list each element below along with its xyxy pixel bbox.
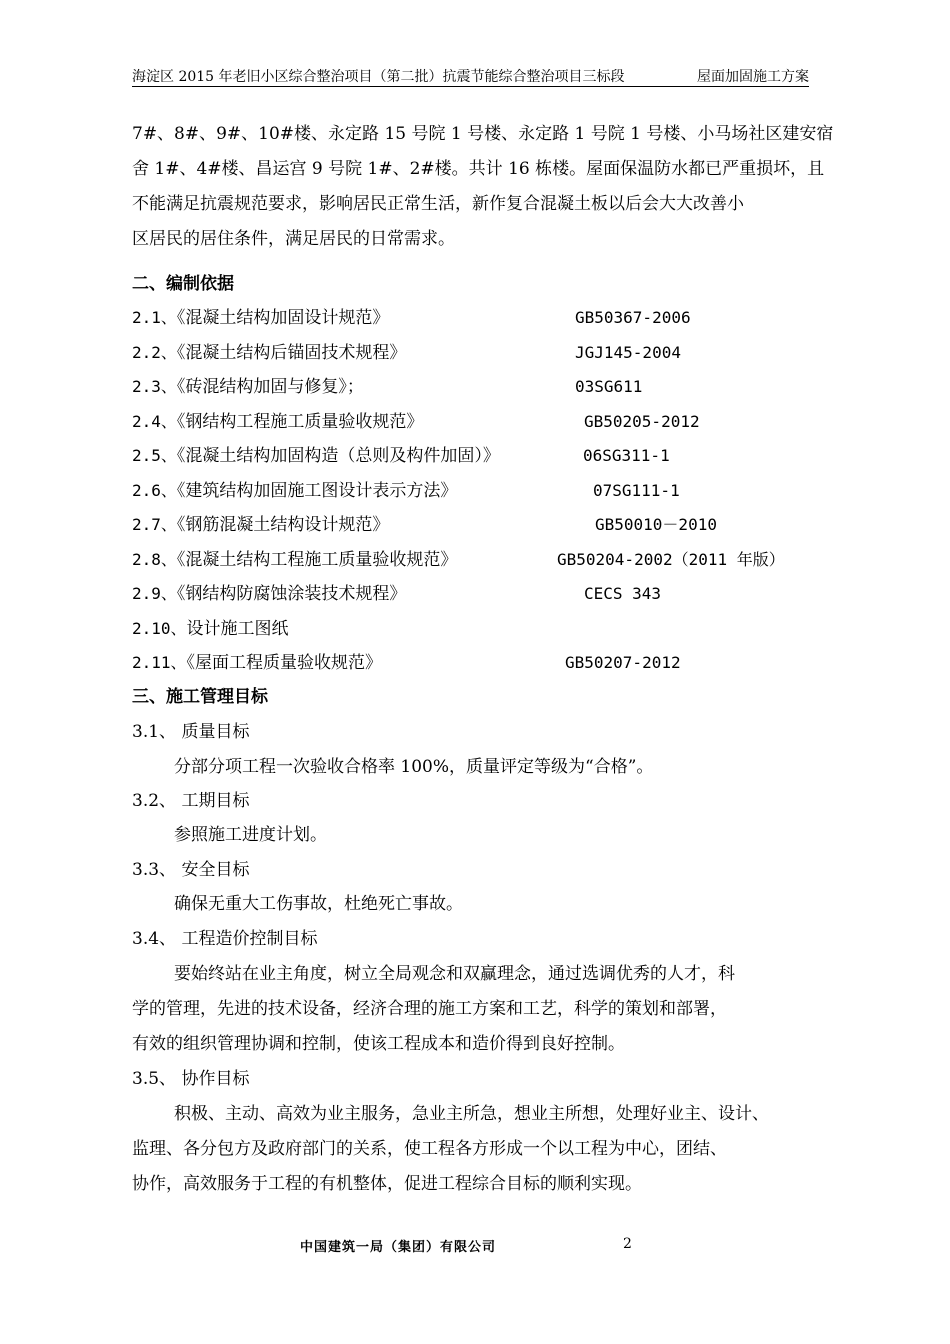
reference-item	[132, 341, 406, 365]
subsection-text: 确保无重大工伤事故，杜绝死亡事故。	[174, 894, 463, 914]
reference-name: 《混凝土结构加固设计规范》	[176, 308, 390, 328]
reference-code: GB50207-2012	[565, 653, 681, 672]
reference-name: 《混凝土结构工程施工质量验收规范》	[176, 550, 458, 570]
reference-name: 《混凝土结构加固构造（总则及构件加固）》	[176, 446, 500, 466]
paragraph-line: 要始终站在业主角度，树立全局观念和双赢理念，通过选调优秀的人才，科	[174, 964, 735, 984]
reference-code: 06SG311-1	[583, 446, 670, 465]
reference-number: 2.4、	[132, 412, 177, 431]
reference-item	[132, 375, 364, 399]
paragraph-line: 监理、各分包方及政府部门的关系，使工程各方形成一个以工程为中心，团结、	[132, 1139, 727, 1159]
footer-company: 中国建筑一局（集团）有限公司	[300, 1240, 497, 1255]
reference-name: 《钢结构工程施工质量验收规范》	[176, 412, 424, 432]
reference-number: 2.11、	[132, 653, 187, 672]
subsection-text: 参照施工进度计划。	[174, 825, 327, 845]
intro-line: 7#、8#、9#、10#楼、永定路 15 号院 1 号楼、永定路 1 号院 1 号楼、小马场社区建安宿	[132, 124, 834, 144]
reference-item	[132, 479, 457, 503]
subsection-title: 3.3、 安全目标	[132, 860, 250, 880]
reference-code: GB50367-2006	[575, 308, 691, 327]
section-heading-2: 二、编制依据	[132, 274, 234, 294]
subsection-title: 3.5、 协作目标	[132, 1069, 250, 1089]
header-doc-title: 屋面加固施工方案	[697, 69, 809, 85]
reference-name: 《钢筋混凝土结构设计规范》	[176, 515, 390, 535]
page-number: 2	[623, 1236, 632, 1252]
subsection-title: 3.2、 工期目标	[132, 791, 250, 811]
paragraph-line: 积极、主动、高效为业主服务，急业主所急，想业主所想，处理好业主、设计、	[174, 1104, 769, 1124]
reference-item	[132, 582, 406, 606]
reference-name: 《混凝土结构后锚固技术规程》	[176, 343, 407, 363]
reference-code: CECS 343	[584, 584, 662, 603]
reference-code: GB50204-2002（2011 年版）	[557, 550, 785, 569]
reference-number: 2.9、	[132, 584, 177, 603]
paragraph-line: 协作，高效服务于工程的有机整体，促进工程综合目标的顺利实现。	[132, 1174, 642, 1194]
intro-line: 舍 1#、4#楼、昌运宫 9 号院 1#、2#楼。共计 16 栋楼。屋面保温防水都已严重损坏，且	[132, 159, 825, 179]
reference-item	[132, 306, 389, 330]
reference-item	[132, 617, 289, 641]
reference-number: 2.3、	[132, 377, 177, 396]
intro-line: 区居民的居住条件，满足居民的日常需求。	[132, 229, 455, 249]
reference-name: 《砖混结构加固与修复》；	[176, 377, 364, 397]
reference-code: GB50010－2010	[595, 515, 717, 534]
reference-number: 2.5、	[132, 446, 177, 465]
reference-item	[132, 513, 389, 537]
reference-number: 2.7、	[132, 515, 177, 534]
reference-name: 《屋面工程质量验收规范》	[186, 653, 383, 673]
reference-item	[132, 444, 500, 468]
reference-item	[132, 651, 382, 675]
intro-line: 不能满足抗震规范要求，影响居民正常生活，新作复合混凝土板以后会大大改善小	[132, 194, 744, 214]
reference-name: 《钢结构防腐蚀涂装技术规程》	[176, 584, 407, 604]
reference-name: 《建筑结构加固施工图设计表示方法》	[176, 481, 458, 501]
subsection-text: 分部分项工程一次验收合格率 100%，质量评定等级为“合格”。	[174, 757, 654, 777]
reference-code: GB50205-2012	[584, 412, 700, 431]
reference-code: 07SG111-1	[593, 481, 680, 500]
paragraph-line: 有效的组织管理协调和控制，使该工程成本和造价得到良好控制。	[132, 1034, 625, 1054]
paragraph-line: 学的管理，先进的技术设备，经济合理的施工方案和工艺，科学的策划和部署，	[132, 999, 727, 1019]
reference-code: JGJ145-2004	[575, 343, 681, 362]
reference-item	[132, 410, 423, 434]
reference-number: 2.2、	[132, 343, 177, 362]
reference-code: 03SG611	[575, 377, 643, 396]
reference-name: 设计施工图纸	[186, 619, 289, 639]
section-heading-3: 三、施工管理目标	[132, 687, 268, 707]
subsection-title: 3.1、 质量目标	[132, 722, 250, 742]
reference-number: 2.10、	[132, 619, 187, 638]
reference-number: 2.1、	[132, 308, 177, 327]
header-project-title: 海淀区 2015 年老旧小区综合整治项目（第二批）抗震节能综合整治项目三标段	[132, 69, 625, 85]
page-header	[132, 64, 809, 87]
subsection-title: 3.4、 工程造价控制目标	[132, 929, 318, 949]
reference-number: 2.8、	[132, 550, 177, 569]
reference-item	[132, 548, 457, 572]
reference-number: 2.6、	[132, 481, 177, 500]
